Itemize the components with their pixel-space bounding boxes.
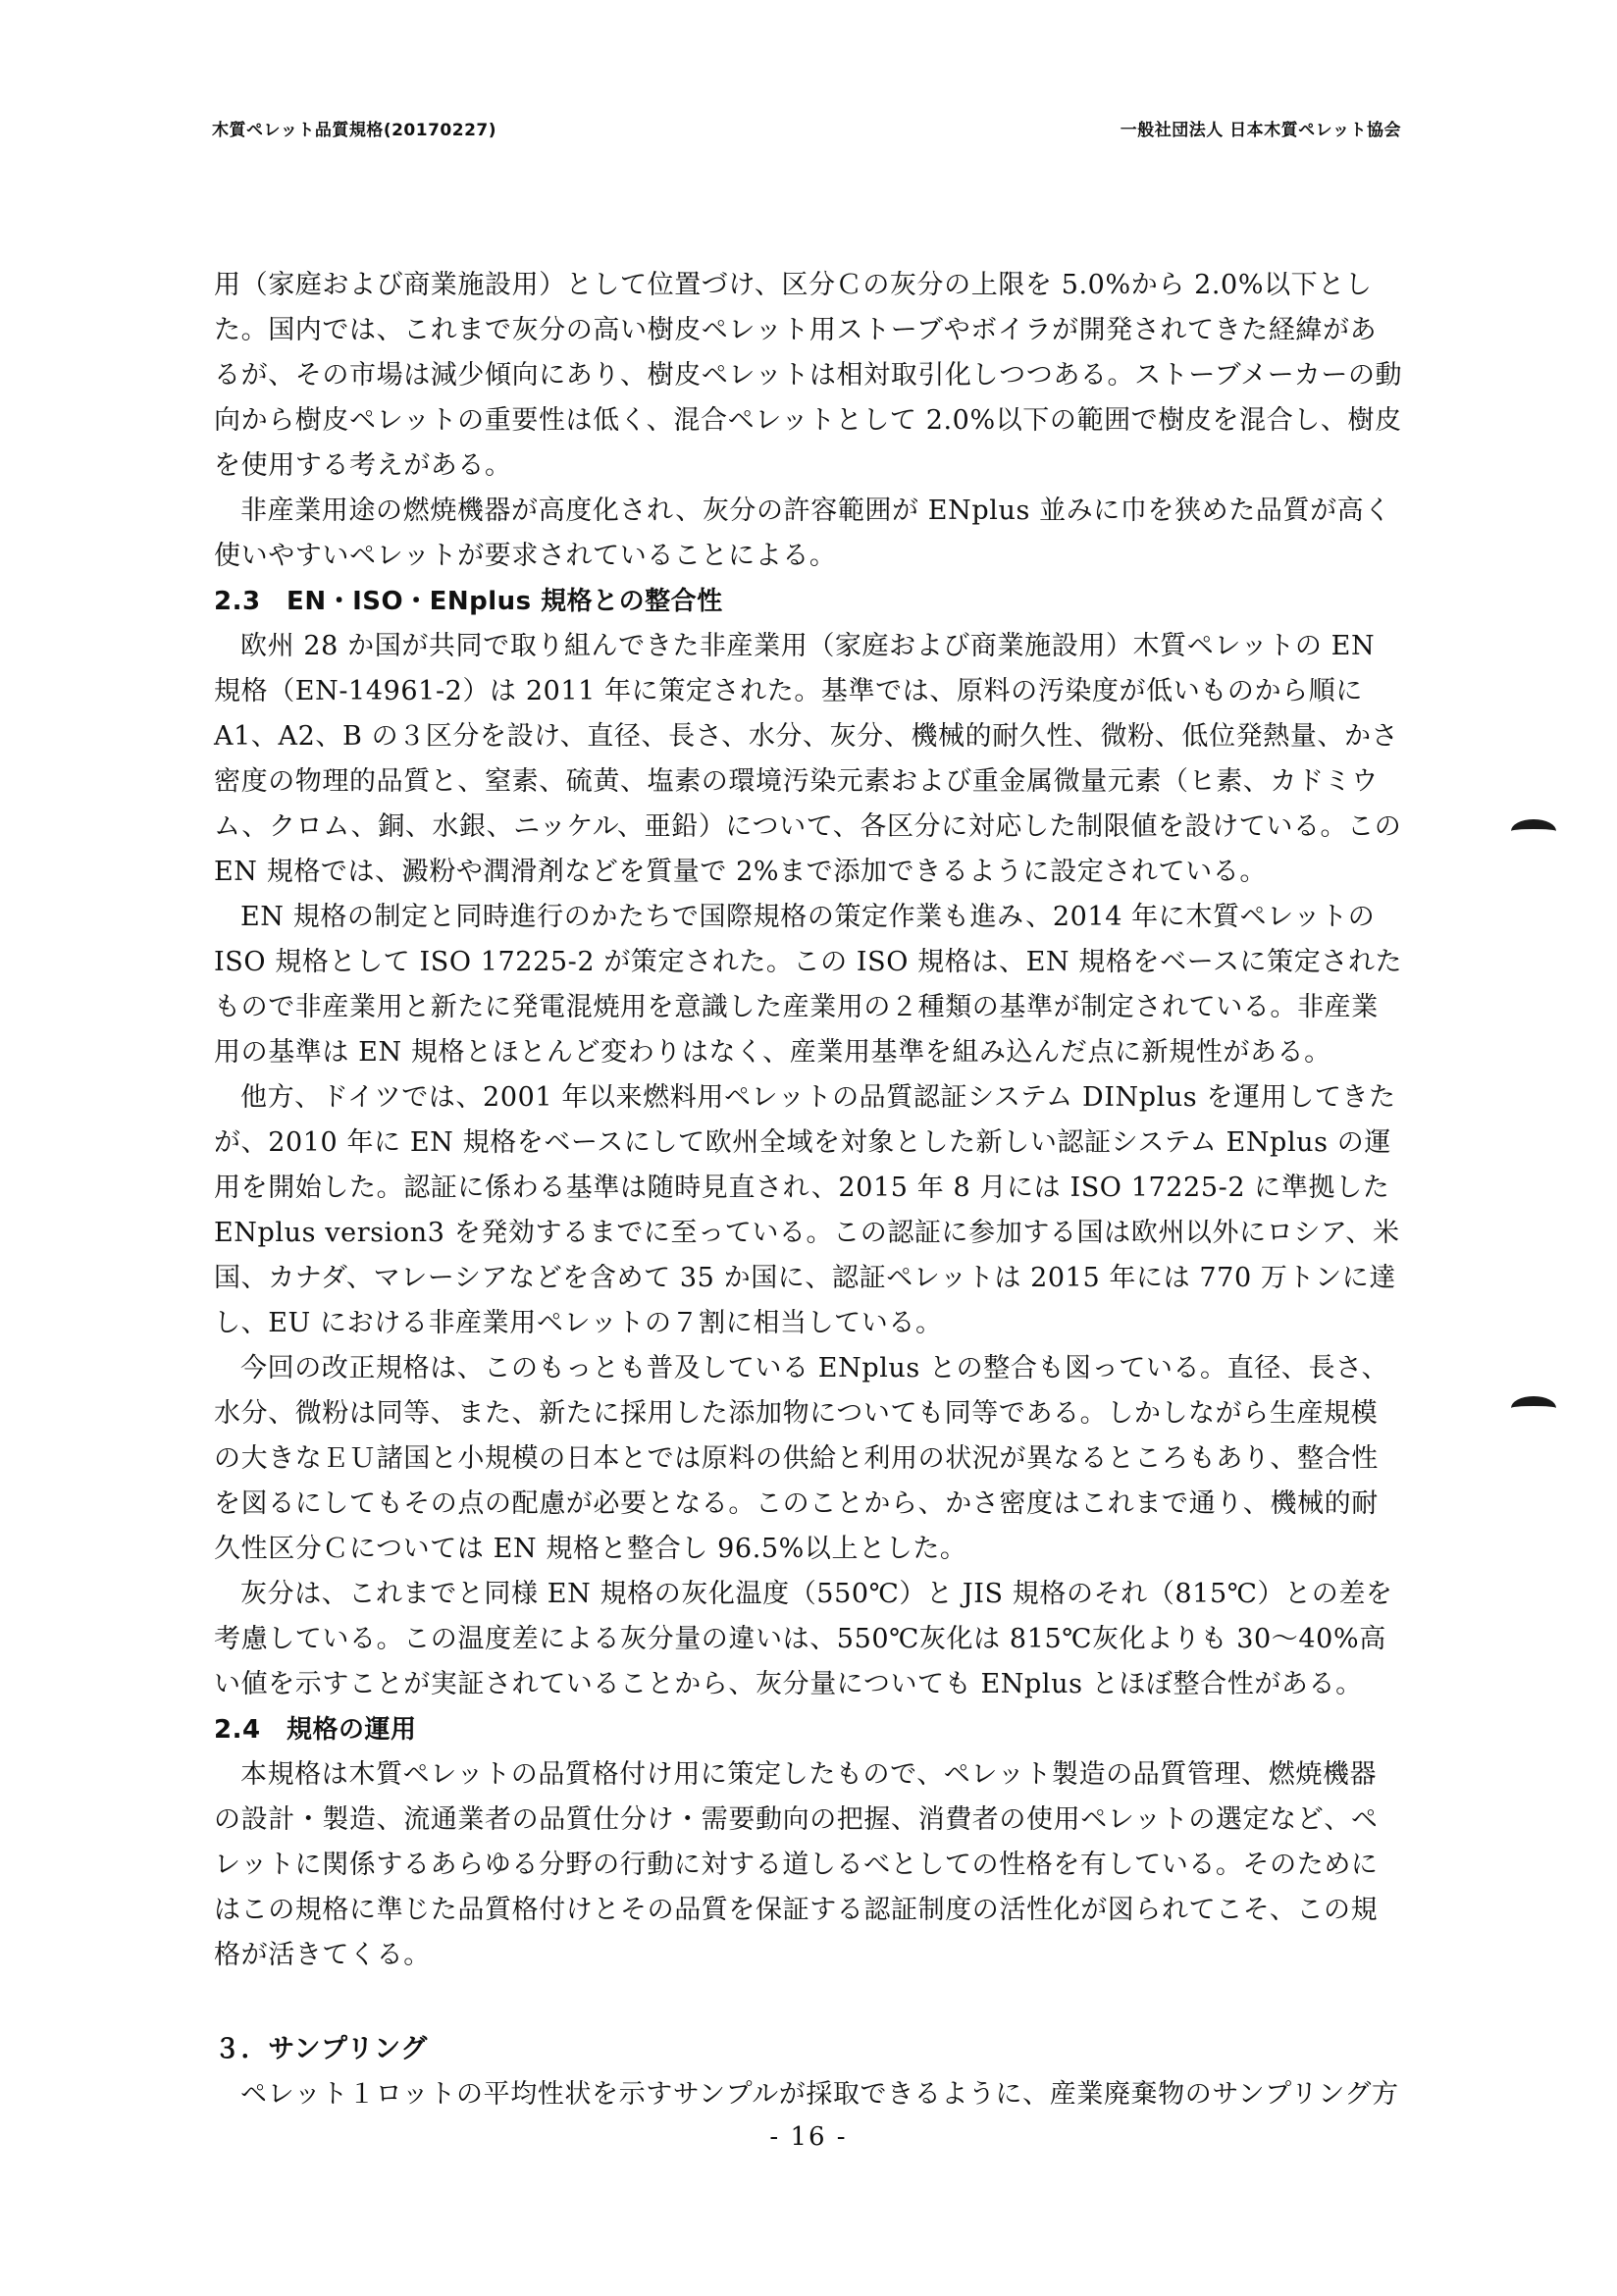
- section-heading-2-3: 2.3 EN・ISO・ENplus 規格との整合性: [214, 587, 723, 616]
- paragraph-sampling: ペレット１ロットの平均性状を示すサンプルが採取できるように、産業廃棄物のサンプリング方: [240, 2079, 1399, 2110]
- paragraph-standard-operation: 本規格は木質ペレットの品質格付け用に策定したもので、ペレット製造の品質管理、燃焼機器の設計・製造、流通業者の品質仕分け・需要動向の把握、消費者の使用ペレットの選定など、ペレットに関係するあらゆる分野の行動に対する道しるべとしての性格を有している。そのためにはこの規格に準じた品質格付けとその品質を保証する認証制度の活性化が図られてこそ、この規格が活きてくる。: [214, 1759, 1379, 1970]
- header-organization: 一般社団法人 日本木質ペレット協会: [1120, 121, 1401, 140]
- paragraph-iso-standard: EN 規格の制定と同時進行のかたちで国際規格の策定作業も進み、2014 年に木質ペレットの ISO 規格として ISO 17225-2 が策定された。この ISO 規格は、EN 規格をベースに策定されたもので非産業用と新たに発電混焼用を意識した産業用の２種類の基準が制定されている。非産業用の基準は EN 規格とほとんど変わりはなく、産業用基準を組み込んだ点に新規性がある。: [214, 902, 1403, 1068]
- running-header: [212, 116, 1401, 140]
- paragraph-revision-alignment: 今回の改正規格は、このもっとも普及している ENplus との整合も図っている。直径、長さ、水分、微粉は同等、また、新たに採用した添加物についても同等である。しかしながら生産規模の大きなＥＵ諸国と小規模の日本とでは原料の供給と利用の状況が異なるところもあり、整合性を図るにしてもその点の配慮が必要となる。このことから、かさ密度はこれまで通り、機械的耐久性区分Ｃについては EN 規格と整合し 96.5%以上とした。: [214, 1353, 1389, 1564]
- paragraph-ash-temperature: 灰分は、これまでと同様 EN 規格の灰化温度（550℃）と JIS 規格のそれ（815℃）との差を考慮している。この温度差による灰分量の違いは、550℃灰化は 815℃灰化よりも 30～40%高い値を示すことが実証されていることから、灰分量についても ENplus とほぼ整合性がある。: [214, 1579, 1393, 1699]
- paragraph-ash-tolerance-reason: 非産業用途の燃焼機器が高度化され、灰分の許容範囲が ENplus 並みに巾を狭めた品質が高く使いやすいペレットが要求されていることによる。: [214, 496, 1391, 571]
- paragraph-ash-limit-continuation: 用（家庭および商業施設用）として位置づけ、区分Ｃの灰分の上限を 5.0%から 2.0%以下とした。国内では、これまで灰分の高い樹皮ペレット用ストーブやボイラが開発されてきた経緯があるが、その市場は減少傾向にあり、樹皮ペレットは相対取引化しつつある。ストーブメーカーの動向から樹皮ペレットの重要性は低く、混合ペレットとして 2.0%以下の範囲で樹皮を混合し、樹皮を使用する考えがある。: [214, 270, 1403, 481]
- binding-hole-mark-upper: [1511, 819, 1556, 843]
- paragraph-enplus-certification: 他方、ドイツでは、2001 年以来燃料用ペレットの品質認証システム DINplus を運用してきたが、2010 年に EN 規格をベースにして欧州全域を対象とした新しい認証システム ENplus の運用を開始した。認証に係わる基準は随時見直され、2015 年 8 月には ISO 17225-2 に準拠した ENplus version3 を発効するまでに至っている。この認証に参加する国は欧州以外にロシア、米国、カナダ、マレーシアなどを含めて 35 か国に、認証ペレットは 2015 年には 770 万トンに達し、EU における非産業用ペレットの７割に相当している。: [214, 1082, 1400, 1338]
- section-heading-2-4: 2.4 規格の運用: [214, 1715, 417, 1745]
- binding-hole-mark-lower: [1511, 1396, 1556, 1420]
- header-document-title: 木質ペレット品質規格(20170227): [212, 121, 496, 140]
- page-number: - 16 -: [769, 2122, 848, 2152]
- section-heading-3-sampling: ３．サンプリング: [214, 2034, 428, 2064]
- body-text: [214, 263, 1403, 2117]
- paragraph-en-standard: 欧州 28 か国が共同で取り組んできた非産業用（家庭および商業施設用）木質ペレットの EN 規格（EN-14961-2）は 2011 年に策定された。基準では、原料の汚染度が低いものから順に A1、A2、B の３区分を設け、直径、長さ、水分、灰分、機械的耐久性、微粉、低位発熱量、かさ密度の物理的品質と、窒素、硫黄、塩素の環境汚染元素および重金属微量元素（ヒ素、カドミウム、クロム、銅、水銀、ニッケル、亜鉛）について、各区分に対応した制限値を設けている。この EN 規格では、澱粉や潤滑剤などを質量で 2%まで添加できるように設定されている。: [214, 631, 1402, 887]
